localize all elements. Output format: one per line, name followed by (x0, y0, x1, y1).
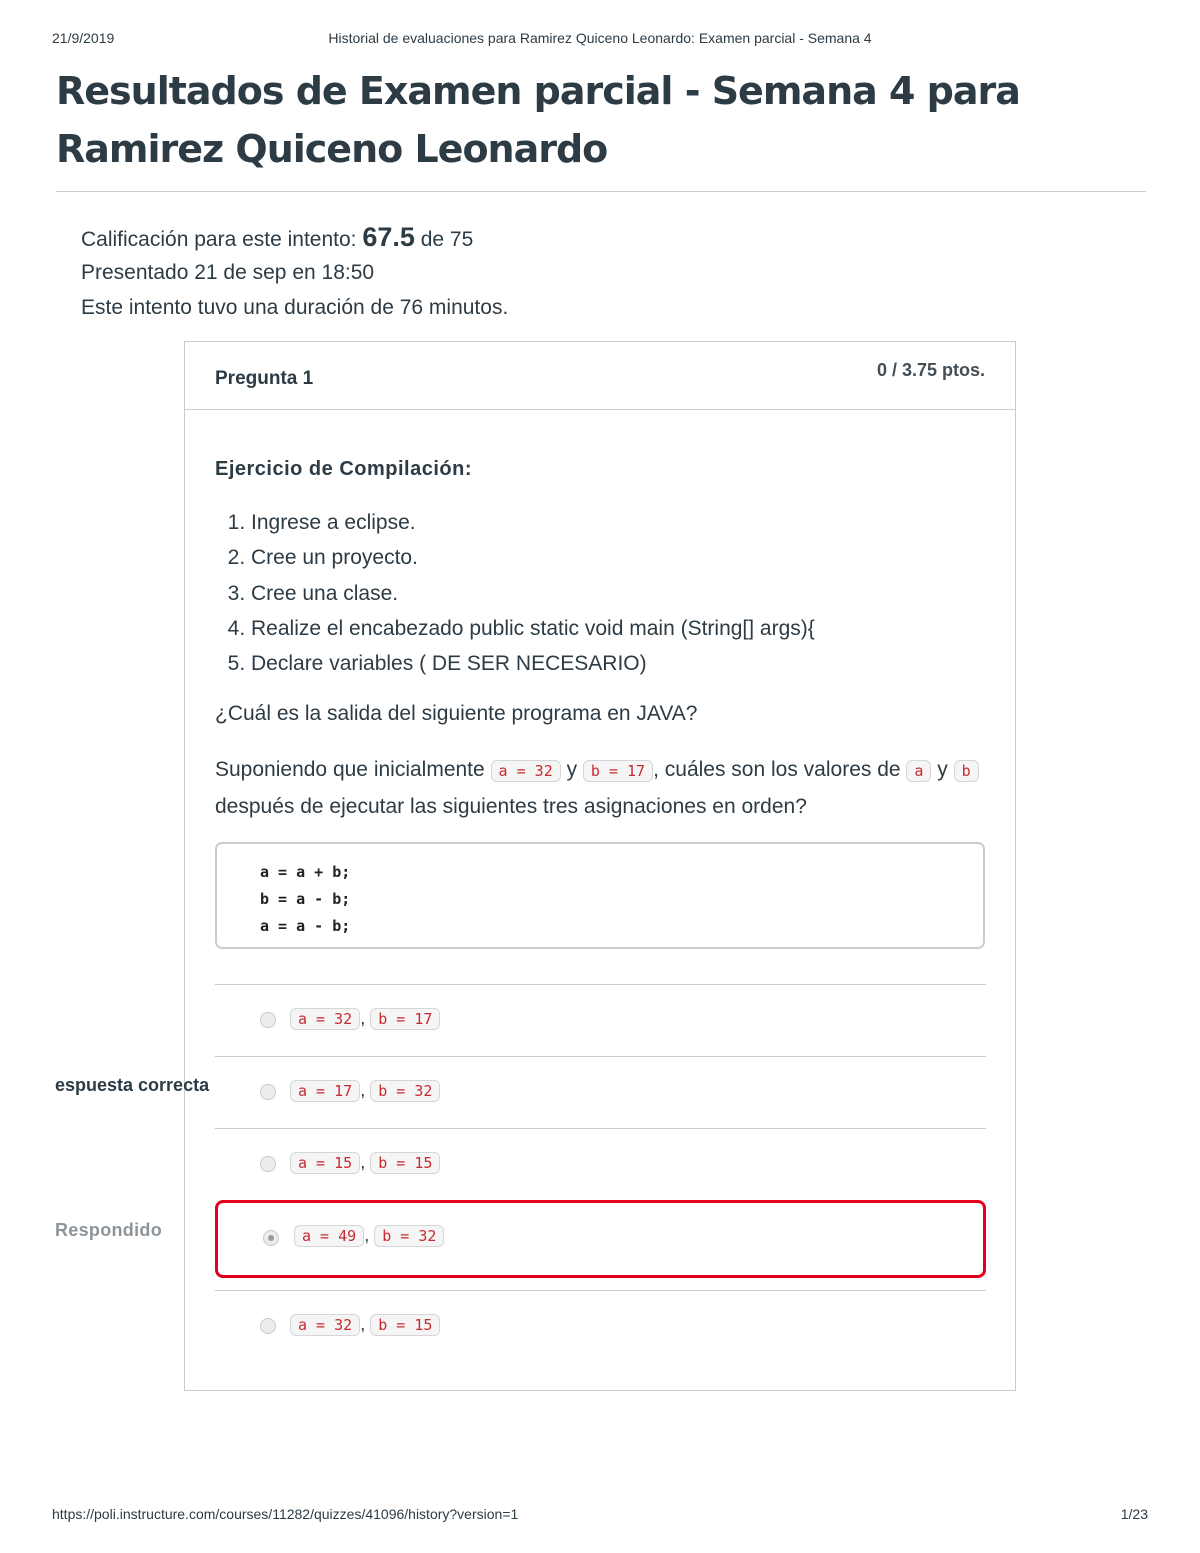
inline-code: a = 32 (290, 1314, 360, 1336)
score-total: de 75 (414, 228, 474, 251)
code-line: b = a - b; (260, 890, 351, 908)
inline-code: a (906, 760, 931, 782)
code-line: a = a - b; (260, 917, 351, 935)
answer-separator: , (360, 1008, 366, 1028)
code-lines (260, 859, 350, 940)
duration-line: Este intento tuvo una duración de 76 minutos. (81, 296, 509, 319)
answer-separator: , (360, 1080, 366, 1100)
steps-list (215, 508, 815, 684)
inline-code: b = 15 (370, 1152, 440, 1174)
radio-button[interactable] (260, 1084, 276, 1100)
question-card (184, 341, 1016, 1391)
inline-code: a = 49 (294, 1225, 364, 1247)
answer-value (294, 1225, 444, 1246)
step-item: 2. Cree un proyecto. (251, 543, 815, 578)
inline-code: a = 15 (290, 1152, 360, 1174)
inline-code: a = 32 (290, 1008, 360, 1030)
step-item: 4. Realize el encabezado public static void main (String[] args){ (251, 614, 815, 649)
score-label: Calificación para este intento: (81, 228, 363, 251)
exercise-title: Ejercicio de Compilación: (215, 458, 473, 480)
radio-button-selected[interactable] (263, 1230, 279, 1246)
intro-text: y (560, 758, 583, 781)
correct-answer-label: espuesta correcta (55, 1075, 210, 1095)
question-name: Pregunta 1 (215, 368, 314, 389)
radio-button[interactable] (260, 1012, 276, 1028)
inline-code: b = 15 (370, 1314, 440, 1336)
answer-separator: , (364, 1225, 370, 1245)
intro-text: después de ejecutar las siguientes tres asignaciones en orden? (215, 795, 807, 818)
question-header (185, 342, 1015, 410)
inline-code: b (954, 760, 979, 782)
page-title-line-2: Ramirez Quiceno Leonardo (56, 127, 608, 171)
radio-button[interactable] (260, 1318, 276, 1334)
step-item: 5. Declare variables ( DE SER NECESARIO) (251, 649, 815, 684)
intro-text: y (931, 758, 954, 781)
page-title (56, 62, 1056, 178)
inline-code: b = 32 (370, 1080, 440, 1102)
answer-separator: , (360, 1314, 366, 1334)
answer-value (290, 1314, 440, 1335)
print-footer (52, 1506, 1148, 1526)
inline-code: a = 32 (491, 760, 561, 782)
answer-option[interactable] (215, 1128, 986, 1198)
intro-text: Suponiendo que inicialmente (215, 758, 491, 781)
question-prompt: ¿Cuál es la salida del siguiente programa en JAVA? (215, 702, 698, 725)
score-line (81, 222, 508, 258)
print-date: 21/9/2019 (52, 30, 115, 46)
answer-option[interactable] (215, 1290, 986, 1360)
print-page-number: 1/23 (1120, 1506, 1148, 1522)
question-body (215, 410, 985, 1390)
page-title-line-1: Resultados de Examen parcial - Semana 4 para (56, 69, 1020, 113)
answer-value (290, 1152, 440, 1173)
title-divider (56, 191, 1146, 192)
print-document-title: Historial de evaluaciones para Ramirez Quiceno Leonardo: Examen parcial - Semana 4 (328, 30, 872, 46)
answer-separator: , (360, 1152, 366, 1172)
print-url: https://poli.instructure.com/courses/11282/quizzes/41096/history?version=1 (52, 1506, 519, 1522)
answer-option[interactable] (215, 984, 986, 1054)
code-line: a = a + b; (260, 863, 351, 881)
step-item: 3. Cree una clase. (251, 579, 815, 614)
step-item: 1. Ingrese a eclipse. (251, 508, 815, 543)
answer-option[interactable] (215, 1056, 986, 1126)
question-points: 0 / 3.75 ptos. (876, 360, 985, 380)
attempt-summary (81, 222, 508, 329)
submitted-line: Presentado 21 de sep en 18:50 (81, 260, 375, 284)
question-intro (215, 752, 985, 825)
code-block (215, 842, 985, 949)
answered-label: Respondido (55, 1220, 162, 1240)
answer-value (290, 1008, 440, 1029)
inline-code: b = 17 (583, 760, 653, 782)
intro-text: , cuáles son los valores de (653, 758, 907, 781)
inline-code: a = 17 (290, 1080, 360, 1102)
print-header (52, 30, 1148, 50)
answer-value (290, 1080, 440, 1101)
answer-option-selected[interactable] (215, 1200, 986, 1278)
radio-button[interactable] (260, 1156, 276, 1172)
inline-code: b = 32 (374, 1225, 444, 1247)
inline-code: b = 17 (370, 1008, 440, 1030)
score-value: 67.5 (362, 222, 415, 252)
